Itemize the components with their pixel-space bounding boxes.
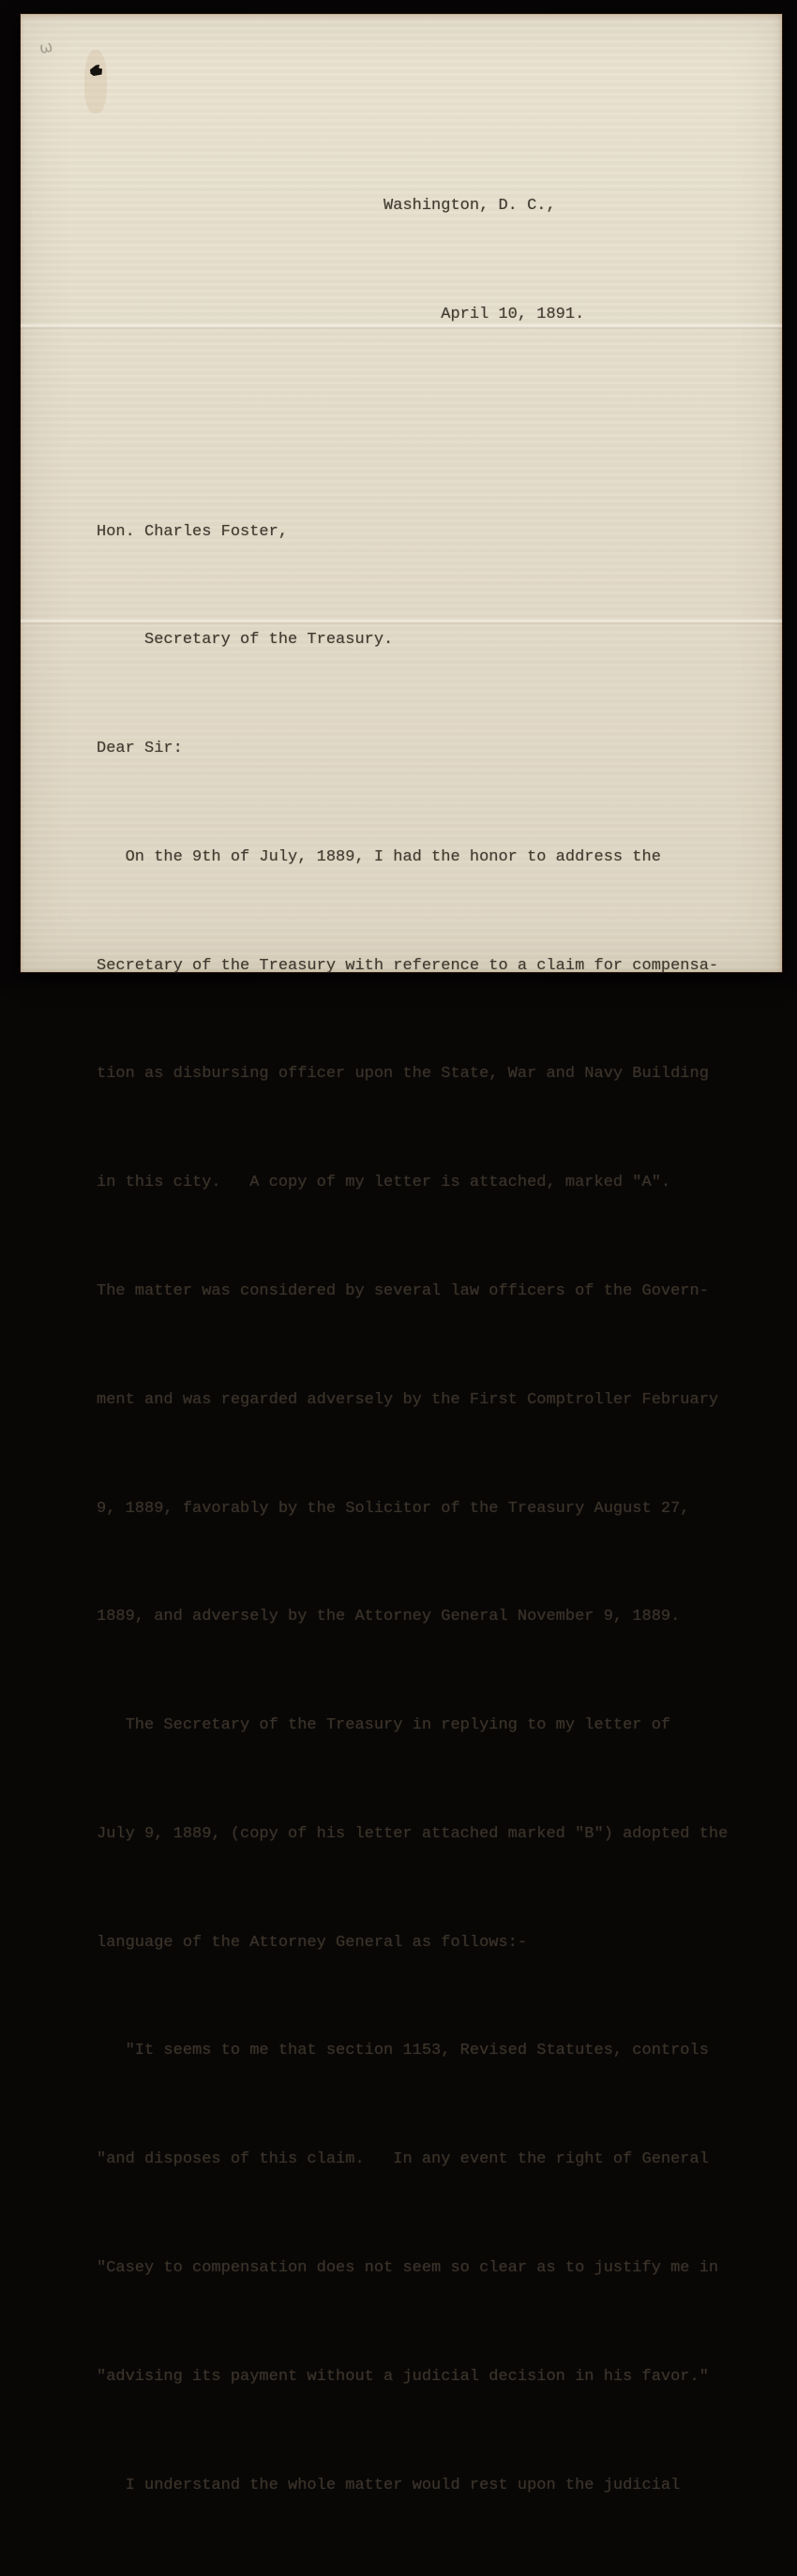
body-line-14: "Casey to compensation does not seem so clear as to justify me in — [97, 2259, 719, 2278]
body-line-4: in this city. A copy of my letter is attached, marked "A". — [97, 1174, 671, 1192]
recipient-name: Hon. Charles Foster, — [97, 522, 289, 541]
body-line-9: The Secretary of the Treasury in replying to my letter of — [97, 1716, 671, 1735]
body-line-13: "and disposes of this claim. In any event the right of General — [97, 2150, 709, 2169]
letter-text — [97, 116, 753, 2576]
body-line-3: tion as disbursing officer upon the State, War and Navy Building — [97, 1065, 709, 1084]
recipient-title: Secretary of the Treasury. — [97, 631, 394, 650]
dateline-date: April 10, 1891. — [97, 305, 585, 323]
body-line-12: "It seems to me that section 1153, Revised Statutes, controls — [97, 2042, 709, 2060]
ink-stain — [84, 50, 107, 113]
pencil-annotation: ω — [38, 37, 55, 59]
blank-line — [97, 406, 753, 442]
body-line-15: "advising its payment without a judicial decision in his favor." — [97, 2367, 709, 2386]
dateline-place: Washington, D. C., — [97, 197, 556, 216]
salutation: Dear Sir: — [97, 740, 183, 758]
body-line-7: 9, 1889, favorably by the Solicitor of the Treasury August 27, — [97, 1499, 690, 1518]
body-line-10: July 9, 1889, (copy of his letter attached marked "B") adopted the — [97, 1824, 729, 1843]
body-line-11: language of the Attorney General as follows:- — [97, 1933, 528, 1952]
body-line-6: ment and was regarded adversely by the First Comptroller February — [97, 1390, 719, 1409]
body-line-16: I understand the whole matter would rest upon the judicial — [97, 2476, 681, 2494]
body-line-2: Secretary of the Treasury with reference to a claim for compensa- — [97, 956, 719, 975]
body-line-8: 1889, and adversely by the Attorney General November 9, 1889. — [97, 1608, 681, 1626]
letter-page — [21, 14, 782, 2494]
body-line-1: On the 9th of July, 1889, I had the honor to address the — [97, 847, 661, 866]
body-line-5: The matter was considered by several law officers of the Govern- — [97, 1282, 709, 1300]
